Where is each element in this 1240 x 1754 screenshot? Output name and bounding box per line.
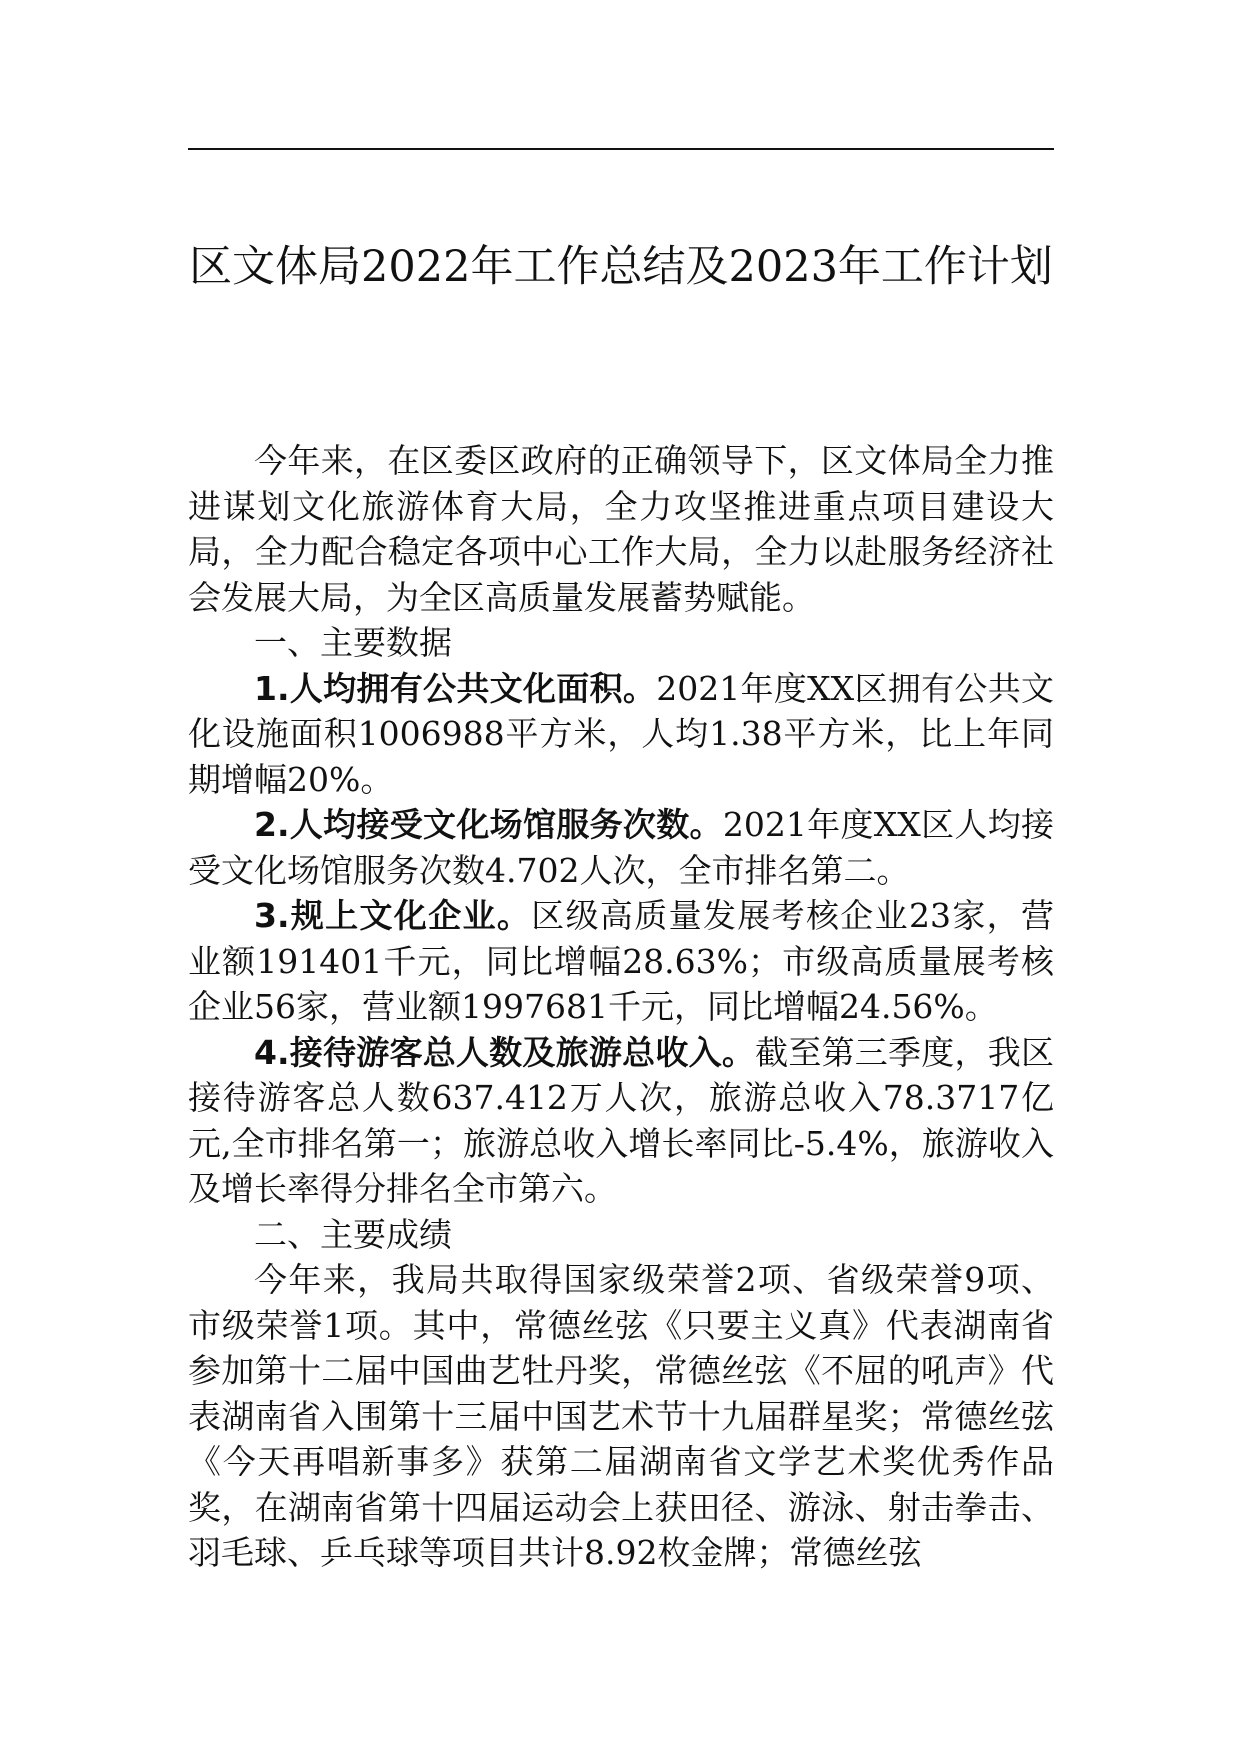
data-item-3-text: 区级高质量发展考核企业23家，营业额191401千元，同比增幅28.63%；市级高质量展考核企业56家，营业额1997681千元，同比增幅24.56%。 [188, 896, 1054, 1026]
data-item-3-lead: 3.规上文化企业。 [254, 896, 532, 935]
section-heading-main-data: 一、主要数据 [254, 623, 452, 662]
data-item-2-text: 2021年度XX区人均接受文化场馆服务次数4.702人次，全市排名第二。 [188, 805, 1055, 890]
data-item-4 [188, 1030, 1054, 1212]
document-title: 区文体局2022年工作总结及2023年工作计划 [189, 242, 1053, 292]
header-rule [188, 148, 1054, 150]
intro-paragraph: 今年来，在区委区政府的正确领导下，区文体局全力推进谋划文化旅游体育大局，全力攻坚推进重点项目建设大局，全力配合稳定各项中心工作大局，全力以赴服务经济社会发展大局，为全区高质量发展蓄势赋能。 [188, 441, 1054, 617]
data-item-1 [188, 666, 1054, 803]
data-item-4-lead: 4.接待游客总人数及旅游总收入。 [254, 1032, 756, 1072]
section-heading-achievements: 二、主要成绩 [254, 1214, 452, 1254]
data-item-3 [188, 893, 1054, 1030]
data-item-2-lead: 2.人均接受文化场馆服务次数。 [254, 805, 723, 844]
document-body [188, 438, 1054, 1576]
data-item-4-text: 截至第三季度，我区接待游客总人数637.412万人次，旅游总收入78.3717亿元,全市排名第一；旅游总收入增长率同比-5.4%，旅游收入及增长率得分排名全市第六。 [188, 1032, 1055, 1208]
data-item-1-lead: 1.人均拥有公共文化面积。 [254, 668, 657, 708]
data-item-2 [188, 802, 1054, 893]
data-item-1-text: 2021年度XX区拥有公共文化设施面积1006988平方米，人均1.38平方米，比上年同期增幅20%。 [188, 668, 1055, 799]
achievements-paragraph: 今年来，我局共取得国家级荣誉2项、省级荣誉9项、市级荣誉1项。其中，常德丝弦《只要主义真》代表湖南省参加第十二届中国曲艺牡丹奖，常德丝弦《不屈的吼声》代表湖南省入围第十三届中国艺术节十九届群星奖；常德丝弦《今天再唱新事多》获第二届湖南省文学艺术奖优秀作品奖，在湖南省第十四届运动会上获田径、游泳、射击拳击、羽毛球、乒乓球等项目共计8.92枚金牌；常德丝弦 [188, 1260, 1054, 1572]
